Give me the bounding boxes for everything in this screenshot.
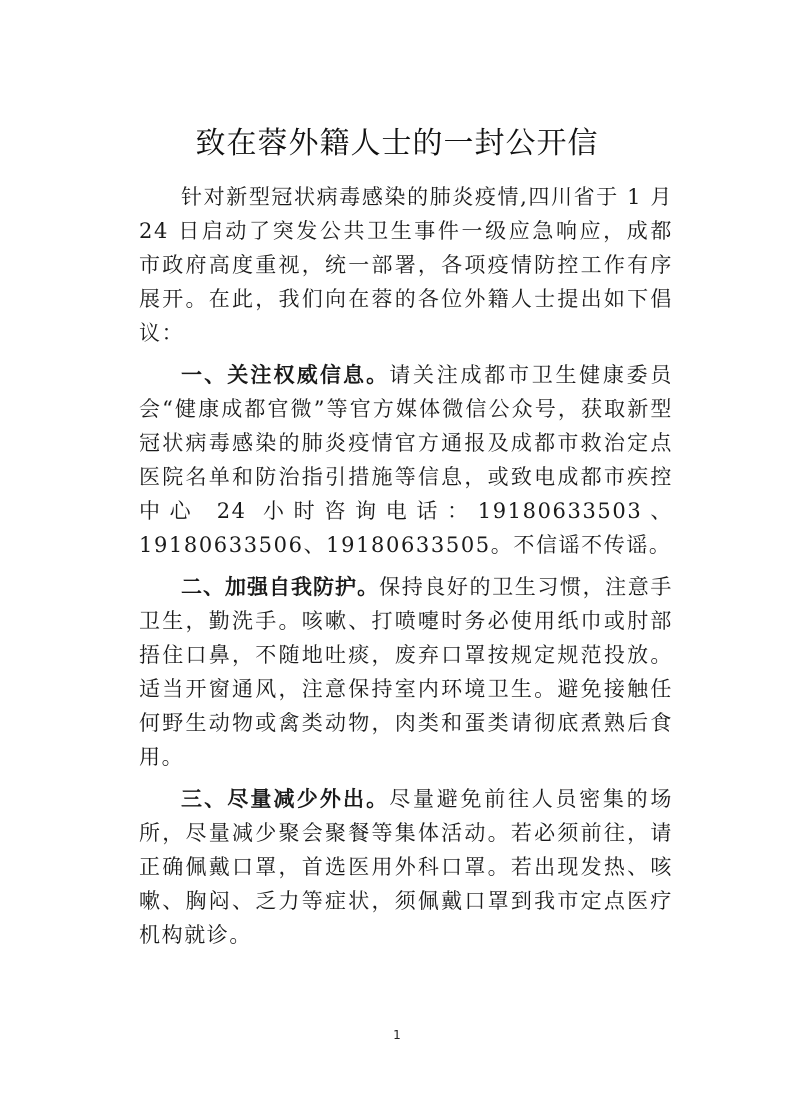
page-number: 1	[393, 1028, 401, 1042]
section-text-2: 保持良好的卫生习惯，注意手卫生，勤洗手。咳嗽、打喷嚏时务必使用纸巾或肘部捂住口鼻，不随地吐痰，废弃口罩按规定规范投放。适当开窗通风，注意保持室内环境卫生。避免接触任何野生动物或禽类动物，肉类和蛋类请彻底煮熟后食用。	[139, 575, 673, 769]
section-paragraph-3	[139, 782, 673, 960]
section-text-3: 尽量避免前往人员密集的场所，尽量减少聚会聚餐等集体活动。若必须前往，请正确佩戴口罩，首选医用外科口罩。若出现发热、咳嗽、胸闷、乏力等症状，须佩戴口罩到我市定点医疗机构就诊。	[139, 787, 674, 947]
section-heading-2: 二、加强自我防护。	[181, 575, 380, 599]
section-paragraph-2	[139, 570, 673, 782]
section-text-1: 请关注成都市卫生健康委员会“健康成都官微”等官方媒体微信公众号，获取新型冠状病毒感染的肺炎疫情官方通报及成都市救治定点医院名单和防治指引措施等信息，或致电成都市疾控中心 24 小时咨询电话：19180633503、19180633506、19180633505。不信谣不传谣。	[139, 363, 674, 557]
intro-paragraph: 针对新型冠状病毒感染的肺炎疫情,四川省于 1 月 24 日启动了突发公共卫生事件一级应急响应，成都市政府高度重视，统一部署，各项疫情防控工作有序展开。在此，我们向在蓉的各位外籍人士提出如下倡议：	[139, 185, 673, 345]
section-paragraph-1	[139, 358, 673, 570]
section-heading-1: 一、关注权威信息。	[181, 363, 390, 387]
section-heading-3: 三、尽量减少外出。	[181, 787, 390, 811]
document-title: 致在蓉外籍人士的一封公开信	[195, 126, 599, 161]
document-body	[139, 180, 673, 960]
